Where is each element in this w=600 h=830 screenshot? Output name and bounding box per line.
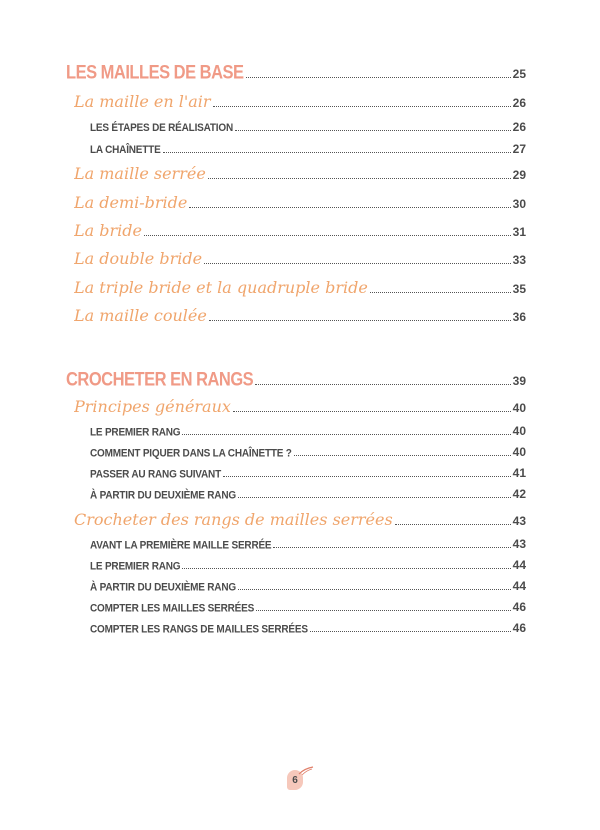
toc-item-etapes-realisation[interactable] [90, 120, 526, 134]
toc-entry-title: LES MAILLES DE BASE [66, 64, 244, 83]
toc-entry-title: Principes généraux [74, 397, 231, 416]
dot-leader [395, 524, 511, 525]
toc-page-number: 40 [512, 445, 526, 459]
dot-leader [208, 178, 511, 179]
toc-entry-title: La maille serrée [74, 164, 206, 183]
toc-subsection-maille-coulee[interactable] [74, 306, 526, 325]
toc-entry-title: La bride [74, 221, 142, 240]
toc-entry-title: À PARTIR DU DEUXIÈME RANG [90, 489, 236, 501]
toc-page-number: 29 [512, 168, 526, 182]
toc-entry-title: CROCHETER EN RANGS [66, 371, 254, 390]
toc-page-number: 31 [512, 225, 526, 239]
dot-leader [310, 631, 511, 632]
toc-section-mailles-de-base[interactable] [66, 64, 526, 83]
dot-leader [204, 263, 511, 264]
toc-entry-title: La maille coulée [74, 306, 207, 325]
toc-entry-title: La triple bride et la quadruple bride [74, 278, 368, 297]
dot-leader [223, 476, 511, 477]
dot-leader [294, 455, 511, 456]
toc-page-number: 39 [512, 374, 526, 388]
page-number: 6 [292, 774, 298, 786]
toc-subsection-maille-serree[interactable] [74, 164, 526, 183]
toc-item-compter-mailles[interactable] [90, 600, 526, 614]
toc-entry-title: À PARTIR DU DEUXIÈME RANG [90, 581, 236, 593]
toc-subsection-principes-generaux[interactable] [74, 397, 526, 416]
dot-leader [256, 610, 511, 611]
toc-section-crocheter-en-rangs[interactable] [66, 371, 526, 390]
toc-subsection-double-bride[interactable] [74, 249, 526, 268]
dot-leader [213, 106, 511, 107]
toc-entry-title: LA CHAÎNETTE [90, 144, 161, 156]
dot-leader [182, 568, 510, 569]
toc-item-premier-rang-ms[interactable] [90, 558, 526, 572]
toc-entry-title: LES ÉTAPES DE RÉALISATION [90, 122, 233, 134]
toc-entry-title: Crocheter des rangs de mailles serrées [74, 510, 393, 529]
dot-leader [255, 384, 510, 385]
toc-item-chainette[interactable] [90, 142, 526, 156]
dot-leader [238, 589, 511, 590]
dot-leader [144, 235, 511, 236]
yarn-ball-icon [298, 766, 314, 776]
toc-page-number: 44 [512, 558, 526, 572]
toc-page-number: 33 [512, 253, 526, 267]
toc-page-number: 41 [512, 466, 526, 480]
toc-page-number: 46 [512, 600, 526, 614]
dot-leader [189, 207, 510, 208]
toc-entry-title: COMPTER LES MAILLES SERRÉES [90, 602, 255, 614]
toc-subsection-bride[interactable] [74, 221, 526, 240]
toc-item-deuxieme-rang-ms[interactable] [90, 579, 526, 593]
toc-page-number: 26 [512, 96, 526, 110]
toc-item-piquer-chainette[interactable] [90, 445, 526, 459]
toc-item-premier-rang[interactable] [90, 424, 526, 438]
toc-subsection-maille-en-lair[interactable] [74, 92, 526, 111]
toc-item-deuxieme-rang[interactable] [90, 487, 526, 501]
dot-leader [238, 497, 511, 498]
toc-entry-title: La maille en l'air [74, 92, 211, 111]
toc-subsection-rangs-mailles-serrees[interactable] [74, 510, 526, 529]
dot-leader [370, 292, 511, 293]
toc-subsection-demi-bride[interactable] [74, 193, 526, 212]
dot-leader [233, 411, 511, 412]
dot-leader [182, 434, 510, 435]
toc-entry-title: La demi-bride [74, 193, 188, 212]
toc-page-number: 27 [512, 142, 526, 156]
toc-page-number: 26 [512, 120, 526, 134]
dot-leader [273, 547, 510, 548]
toc-entry-title: LE PREMIER RANG [90, 560, 181, 572]
toc-item-passer-rang-suivant[interactable] [90, 466, 526, 480]
dot-leader [209, 320, 511, 321]
toc-entry-title: La double bride [74, 249, 203, 268]
toc-page-number: 43 [512, 537, 526, 551]
toc-item-compter-rangs[interactable] [90, 621, 526, 635]
toc-page-number: 25 [512, 67, 526, 81]
toc-page-number: 35 [512, 282, 526, 296]
toc-page-number: 46 [512, 621, 526, 635]
toc-entry-title: PASSER AU RANG SUIVANT [90, 468, 221, 480]
toc-entry-title: COMPTER LES RANGS DE MAILLES SERRÉES [90, 623, 308, 635]
toc-subsection-triple-bride[interactable] [74, 278, 526, 297]
toc-page-number: 40 [512, 401, 526, 415]
toc-page-number: 42 [512, 487, 526, 501]
toc-entry-title: AVANT LA PREMIÈRE MAILLE SERRÉE [90, 539, 272, 551]
toc-page-number: 36 [512, 310, 526, 324]
toc-entry-title: LE PREMIER RANG [90, 426, 181, 438]
toc-entry-title: COMMENT PIQUER DANS LA CHAÎNETTE ? [90, 447, 292, 459]
toc-page-number: 40 [512, 424, 526, 438]
toc-page-number: 44 [512, 579, 526, 593]
toc-page-number: 43 [512, 514, 526, 528]
dot-leader [163, 152, 511, 153]
dot-leader [235, 130, 511, 131]
toc-page-number: 30 [512, 197, 526, 211]
dot-leader [246, 77, 511, 78]
toc-item-avant-premiere-maille[interactable] [90, 537, 526, 551]
